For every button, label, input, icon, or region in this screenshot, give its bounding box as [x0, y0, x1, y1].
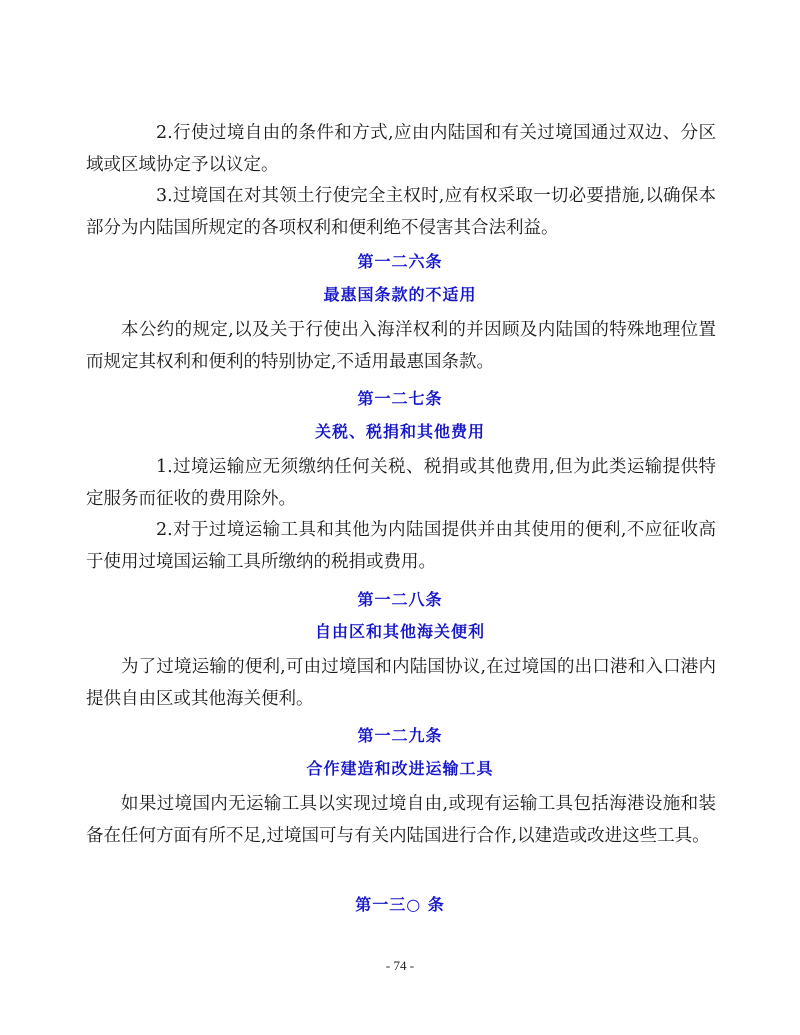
- article-127-title: 第一二七条: [357, 389, 443, 408]
- article-126-subtitle: 最惠国条款的不适用: [323, 285, 477, 304]
- paragraph-text: 过境运输应无须缴纳任何关税、税捐或其他费用,但为此类运输提供特定服务而征收的费用除外。: [86, 457, 716, 509]
- article-126-title: 第一二六条: [357, 252, 443, 271]
- article-129-title: 第一二九条: [357, 726, 443, 745]
- paragraph-text: 对于过境运输工具和其他为内陆国提供并由其使用的便利,不应征收高于使用过境国运输工具所缴纳的税捐或费用。: [86, 520, 716, 572]
- paragraph-125-2: [86, 117, 716, 181]
- paragraph-127-2: [86, 514, 716, 578]
- article-129-subtitle: 合作建造和改进运输工具: [306, 759, 494, 778]
- paragraph-number: 1.: [156, 457, 173, 477]
- paragraph-number: 2.: [156, 123, 173, 143]
- paragraph-127-1: [86, 451, 716, 515]
- paragraph-126: [86, 314, 716, 378]
- article-130-title: 第一三○ 条: [355, 895, 445, 914]
- paragraph-128: [86, 651, 716, 715]
- paragraph-number: 3.: [156, 186, 173, 206]
- paragraph-number: 2.: [156, 520, 173, 540]
- page-number: - 74 -: [385, 958, 415, 973]
- article-127-subtitle: 关税、税捐和其他费用: [314, 422, 485, 441]
- paragraph-text: 行使过境自由的条件和方式,应由内陆国和有关过境国通过双边、分区域或区域协定予以议定。: [86, 123, 716, 175]
- paragraph-text: 如果过境国内无运输工具以实现过境自由,或现有运输工具包括海港设施和装备在任何方面有所不足,过境国可与有关内陆国进行合作,以建造或改进这些工具。: [86, 794, 716, 846]
- paragraph-text: 过境国在对其领土行使完全主权时,应有权采取一切必要措施,以确保本部分为内陆国所规定的各项权利和便利绝不侵害其合法利益。: [86, 186, 716, 238]
- paragraph-129: [86, 788, 716, 852]
- paragraph-125-3: [86, 180, 716, 244]
- article-128-title: 第一二八条: [357, 590, 443, 609]
- paragraph-text: 为了过境运输的便利,可由过境国和内陆国协议,在过境国的出口港和入口港内提供自由区或其他海关便利。: [86, 657, 716, 709]
- paragraph-text: 本公约的规定,以及关于行使出入海洋权利的并因顾及内陆国的特殊地理位置而规定其权利和便利的特别协定,不适用最惠国条款。: [86, 320, 716, 372]
- article-128-subtitle: 自由区和其他海关便利: [314, 622, 485, 641]
